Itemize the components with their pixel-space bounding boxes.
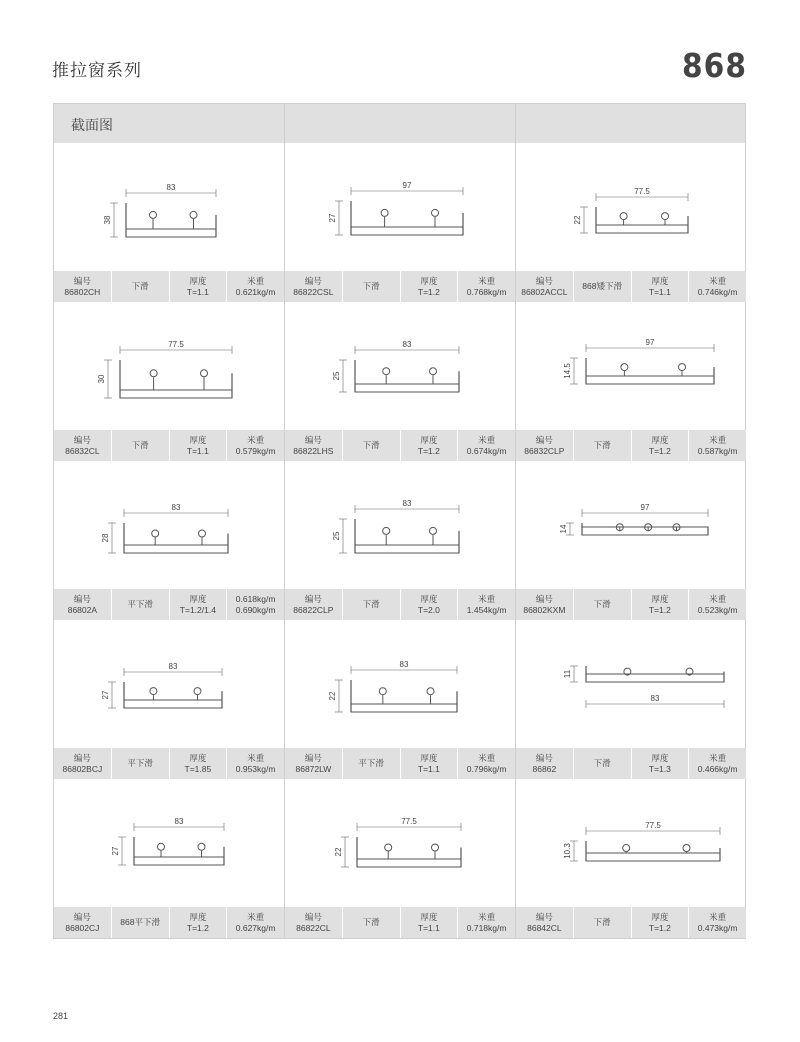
profile-info-row [285,907,515,938]
width-dimension: 77.5 [645,821,661,830]
cross-section [285,143,515,271]
cross-section-svg [516,461,746,589]
height-dimension: 30 [97,374,106,384]
profile-cell [285,302,515,461]
cross-section-svg [516,779,746,907]
height-dimension: 22 [328,691,337,701]
profile-table [53,103,746,939]
profile-weight: 0.618kg/m 0.690kg/m [235,593,276,615]
profile-thickness: 厚度 T=1.85 [170,748,228,779]
width-dimension: 97 [402,181,412,190]
profile-weight: 米重 0.674kg/m [466,434,507,456]
height-dimension: 14.5 [563,363,572,379]
cross-section-svg [285,779,515,907]
cross-section [285,779,515,907]
profile-drawing [101,662,222,708]
cross-section [285,620,515,748]
cross-section-svg [285,461,515,589]
profile-drawing [328,660,457,712]
profile-info-row [285,271,515,302]
profile-thickness: 厚度 T=1.2 [632,907,690,938]
cross-section-svg [516,620,746,748]
profile-drawing [101,503,228,553]
profile-drawing [332,499,459,553]
page-number: 281 [53,1011,69,1021]
width-dimension: 83 [399,660,409,669]
profile-thickness: 厚度 T=1.3 [632,748,690,779]
cross-section [54,779,284,907]
profile-code: 编号 86822CL [285,907,343,938]
height-dimension: 22 [573,215,582,225]
cross-section-svg [54,143,284,271]
profile-cell [516,620,746,779]
profile-cell [285,620,515,779]
profile-weight: 米重 0.523kg/m [697,593,738,615]
profile-type: 下滑 [574,589,632,620]
width-dimension: 83 [168,662,178,671]
cross-section-svg [54,620,284,748]
profile-weight: 米重 0.466kg/m [697,752,738,774]
profile-type: 下滑 [574,907,632,938]
profile-drawing [573,187,688,233]
profile-thickness: 厚度 T=1.1 [401,748,459,779]
profile-info-row [54,907,284,938]
cross-section-svg [285,143,515,271]
cross-section-svg [285,302,515,430]
cross-section [54,302,284,430]
profile-cell [285,143,515,302]
profile-cell [54,779,284,938]
profile-weight: 米重 0.627kg/m [235,911,276,933]
profile-drawing [103,183,216,237]
height-dimension: 38 [103,215,112,225]
profile-code: 编号 86802ACCL [516,271,574,302]
profile-cell [285,779,515,938]
profile-drawing [563,338,714,384]
profile-weight: 米重 0.587kg/m [697,434,738,456]
cross-section-svg [516,302,746,430]
profile-thickness: 厚度 T=1.1 [170,271,228,302]
profile-type: 下滑 [343,907,401,938]
width-dimension: 77.5 [168,340,184,349]
profile-info-row [285,748,515,779]
profile-weight: 米重 0.746kg/m [697,275,738,297]
width-dimension: 77.5 [401,817,417,826]
profile-info-row [54,748,284,779]
profile-code: 编号 86802KXM [516,589,574,620]
profile-type: 下滑 [343,589,401,620]
profile-type: 868平下滑 [112,907,170,938]
table-header-label: 截面图 [71,117,113,133]
cross-section-svg [285,620,515,748]
cross-section-svg [54,779,284,907]
profile-code: 编号 86802CH [54,271,112,302]
width-dimension: 83 [650,694,660,703]
width-dimension: 83 [174,817,184,826]
profile-cell [54,461,284,620]
height-dimension: 22 [334,847,343,857]
profile-type: 下滑 [574,748,632,779]
profile-cell [516,461,746,620]
profile-info-row [516,271,746,302]
cross-section [285,302,515,430]
profile-thickness: 厚度 T=1.1 [170,430,228,461]
profile-drawing [328,181,463,235]
profile-code: 编号 86822CLP [285,589,343,620]
profile-cell [516,302,746,461]
cross-section-svg [54,302,284,430]
width-dimension: 83 [402,340,412,349]
profile-drawing [563,821,720,861]
profile-weight: 米重 0.473kg/m [697,911,738,933]
profile-cell [54,620,284,779]
cross-section [285,461,515,589]
profile-code: 编号 86822LHS [285,430,343,461]
profile-thickness: 厚度 T=2.0 [401,589,459,620]
profile-thickness: 厚度 T=1.2 [401,430,459,461]
profile-drawing [563,666,724,708]
profile-type: 下滑 [112,430,170,461]
height-dimension: 27 [101,690,110,700]
profile-code: 编号 86862 [516,748,574,779]
height-dimension: 14 [559,524,568,534]
width-dimension: 97 [645,338,655,347]
profile-code: 编号 86802BCJ [54,748,112,779]
profile-cell [54,143,284,302]
width-dimension: 83 [166,183,176,192]
profile-type: 平下滑 [112,589,170,620]
profile-cell [516,779,746,938]
width-dimension: 83 [171,503,181,512]
height-dimension: 11 [563,669,572,679]
profile-thickness: 厚度 T=1.2 [632,589,690,620]
profile-code: 编号 86832CL [54,430,112,461]
profile-type: 下滑 [343,271,401,302]
cross-section [54,461,284,589]
profile-code: 编号 86802A [54,589,112,620]
page-title: 推拉窗系列 [52,61,142,80]
profile-code: 编号 86822CSL [285,271,343,302]
profile-weight: 米重 0.718kg/m [466,911,507,933]
profile-drawing [111,817,224,865]
profile-weight: 米重 1.454kg/m [466,593,507,615]
profile-type: 平下滑 [112,748,170,779]
profile-drawing [97,340,232,398]
profile-thickness: 厚度 T=1.1 [401,907,459,938]
height-dimension: 10.3 [563,843,572,859]
profile-type: 平下滑 [343,748,401,779]
profile-thickness: 厚度 T=1.2 [170,907,228,938]
profile-weight: 米重 0.579kg/m [235,434,276,456]
profile-weight: 米重 0.953kg/m [235,752,276,774]
cross-section [516,461,746,589]
width-dimension: 97 [640,503,650,512]
cross-section [516,302,746,430]
profile-thickness: 厚度 T=1.2 [401,271,459,302]
height-dimension: 25 [332,531,341,541]
profile-code: 编号 86872LW [285,748,343,779]
profile-info-row [54,271,284,302]
profile-type: 下滑 [574,430,632,461]
profile-thickness: 厚度 T=1.1 [632,271,690,302]
height-dimension: 27 [111,846,120,856]
cross-section [54,620,284,748]
height-dimension: 27 [328,213,337,223]
profile-info-row [516,748,746,779]
series-number: 868 [682,46,747,85]
profile-info-row [285,589,515,620]
cross-section-svg [54,461,284,589]
profile-info-row [516,430,746,461]
profile-type: 下滑 [112,271,170,302]
cross-section [516,779,746,907]
table-header [54,104,745,143]
profile-info-row [516,907,746,938]
profile-info-row [285,430,515,461]
profile-info-row [54,430,284,461]
profile-cell [285,461,515,620]
width-dimension: 83 [402,499,412,508]
profile-type: 868矮下滑 [574,271,632,302]
profile-weight: 米重 0.796kg/m [466,752,507,774]
profile-drawing [559,503,708,535]
profile-weight: 米重 0.768kg/m [466,275,507,297]
cross-section [54,143,284,271]
width-dimension: 77.5 [634,187,650,196]
profile-thickness: 厚度 T=1.2 [632,430,690,461]
profile-code: 编号 86802CJ [54,907,112,938]
profile-type: 下滑 [343,430,401,461]
profile-code: 编号 86832CLP [516,430,574,461]
profile-cell [516,143,746,302]
height-dimension: 28 [101,533,110,543]
cross-section [516,143,746,271]
cross-section-svg [516,143,746,271]
profile-drawing [332,340,459,392]
profile-code: 编号 86842CL [516,907,574,938]
profile-thickness: 厚度 T=1.2/1.4 [170,589,228,620]
profile-info-row [516,589,746,620]
profile-info-row [54,589,284,620]
profile-drawing [334,817,461,867]
profile-cell [54,302,284,461]
height-dimension: 25 [332,371,341,381]
cross-section [516,620,746,748]
profile-weight: 米重 0.621kg/m [235,275,276,297]
